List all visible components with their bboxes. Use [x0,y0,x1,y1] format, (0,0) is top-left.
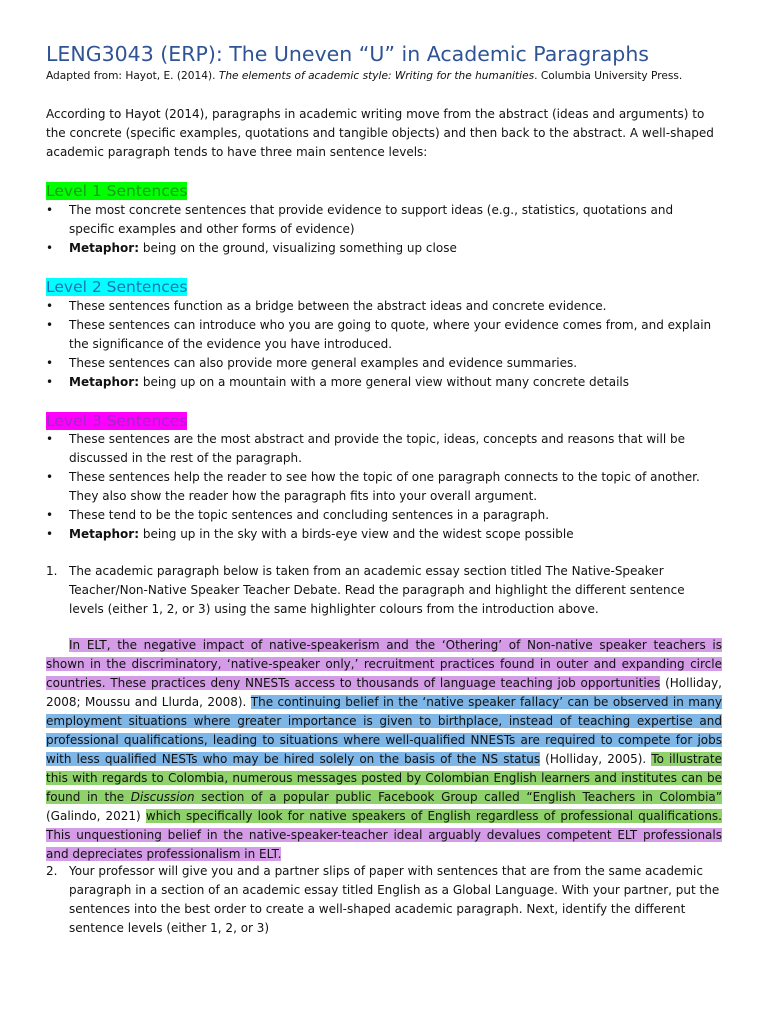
list-item-text: These sentences function as a bridge between the abstract ideas and concrete evidence. [69,299,607,313]
list-item [46,297,722,316]
bullet-icon: • [46,432,54,446]
sample-paragraph [46,636,722,864]
page-title: LENG3043 (ERP): The Uneven “U” in Academic Paragraphs [46,42,649,66]
list-item-text: These sentences can introduce who you are going to quote, where your evidence comes from, and explain the significance of the evidence you have introduced. [69,318,712,351]
question-text: The academic paragraph below is taken from an academic essay section titled The Native-Speaker Teacher/Non-Native Speaker Teacher Debate. Read the paragraph and highlight the different sentence levels (either 1, 2, or 3) using the same highlighter colours from the introduction above. [69,564,685,616]
list-item [46,525,722,544]
level-1-heading [46,182,187,201]
list-item-text: These sentences can also provide more general examples and evidence summaries. [69,356,578,370]
citation [46,69,682,84]
question-2 [46,862,722,938]
level-3-list [46,430,722,544]
list-item [46,354,722,373]
level-3-heading [46,412,187,431]
level-2-heading [46,278,187,297]
list-item-text: These sentences help the reader to see how the topic of one paragraph connects to the topic of another. They also show the reader how the paragraph fits into your overall argument. [69,470,700,503]
citation-prefix: Adapted from: Hayot, E. (2014). [46,70,219,82]
citation-text: (Holliday, 2008; Moussu and Llurda, 2008). [46,676,722,709]
highlight-text: section of a popular public Facebook Group called “English Teachers in Colombia” [194,790,722,804]
question-1 [46,562,722,619]
question-number: 2. [46,864,58,878]
bullet-icon: • [46,375,54,389]
highlight-text: To illustrate this with regards to Colombia, numerous messages posted by Colombian English learners and institutes can be found in the [46,752,722,804]
bullet-icon: • [46,318,54,332]
level-3-highlight: In ELT, the negative impact of native-speakerism and the ‘Othering’ of Non-native speaker teachers is shown in the discriminatory, ‘native-speaker only,’ recruitment practices found in outer and expanding circle countries. These practices deny NNESTs access to thousands of language teaching job opportunities [46,638,722,690]
list-item-text: These sentences are the most abstract and provide the topic, ideas, concepts and reasons that will be discussed in the rest of the paragraph. [69,432,685,465]
metaphor-label: Metaphor: [69,527,140,541]
list-item [46,506,722,525]
bullet-icon: • [46,527,54,541]
level-2-heading-text: Level 2 Sentences [46,278,188,296]
bullet-icon: • [46,470,54,484]
metaphor-label: Metaphor: [69,375,140,389]
list-item [46,316,722,354]
list-item-text: These tend to be the topic sentences and concluding sentences in a paragraph. [69,508,550,522]
intro-paragraph: According to Hayot (2014), paragraphs in academic writing move from the abstract (ideas and arguments) to the concrete (specific examples, quotations and tangible objects) and then back to the abstract. A well-shaped academic paragraph tends to have three main sentence levels: [46,107,714,159]
metaphor-text: being up in the sky with a birds-eye view and the widest scope possible [139,527,574,541]
list-item [46,373,722,392]
list-item [46,201,722,239]
bullet-icon: • [46,356,54,370]
metaphor-text: being on the ground, visualizing something up close [139,241,457,255]
citation-text: (Galindo, 2021) [46,809,146,823]
list-item [46,468,722,506]
bullet-icon: • [46,203,54,217]
bullet-icon: • [46,241,54,255]
bullet-icon: • [46,508,54,522]
question-text: Your professor will give you and a partner slips of paper with sentences that are from the same academic paragraph in a section of an academic essay titled English as a Global Language. With your partner, put the sentences into the best order to create a well-shaped academic paragraph. Next, identify the different sentence levels (either 1, 2, or 3) [69,864,720,935]
level-1-highlight: which specifically look for native speakers of English regardless of professional qualifications. [145,809,722,823]
level-2-list [46,297,722,392]
citation-book-title: The elements of academic style: Writing for the humanities [218,70,535,82]
bullet-icon: • [46,299,54,313]
question-number: 1. [46,564,58,578]
citation-text: (Holliday, 2005). [540,752,652,766]
level-3-heading-text: Level 3 Sentences [46,412,188,430]
level-3-highlight: This unquestioning belief in the native-speaker-teacher ideal arguably devalues competent ELT professionals and depreciates professionalism in ELT. [46,828,722,861]
list-item-text: The most concrete sentences that provide evidence to support ideas (e.g., statistics, quotations and specific examples and other forms of evidence) [69,203,674,236]
level-2-highlight: The continuing belief in the ‘native speaker fallacy’ can be observed in many employment situations where greater importance is given to birthplace, instead of teaching expertise and professional qualifications, leading to situations where well-qualified NNESTs are required to compete for jobs with less qualified NESTs who may be hired solely on the basis of the NS status [46,695,722,766]
metaphor-label: Metaphor: [69,241,140,255]
level-1-list [46,201,722,258]
list-item [46,239,722,258]
highlight-italic-text: Discussion [130,790,195,804]
citation-suffix: . Columbia University Press. [534,70,683,82]
metaphor-text: being up on a mountain with a more general view without many concrete details [139,375,629,389]
list-item [46,430,722,468]
level-1-heading-text: Level 1 Sentences [46,182,188,200]
